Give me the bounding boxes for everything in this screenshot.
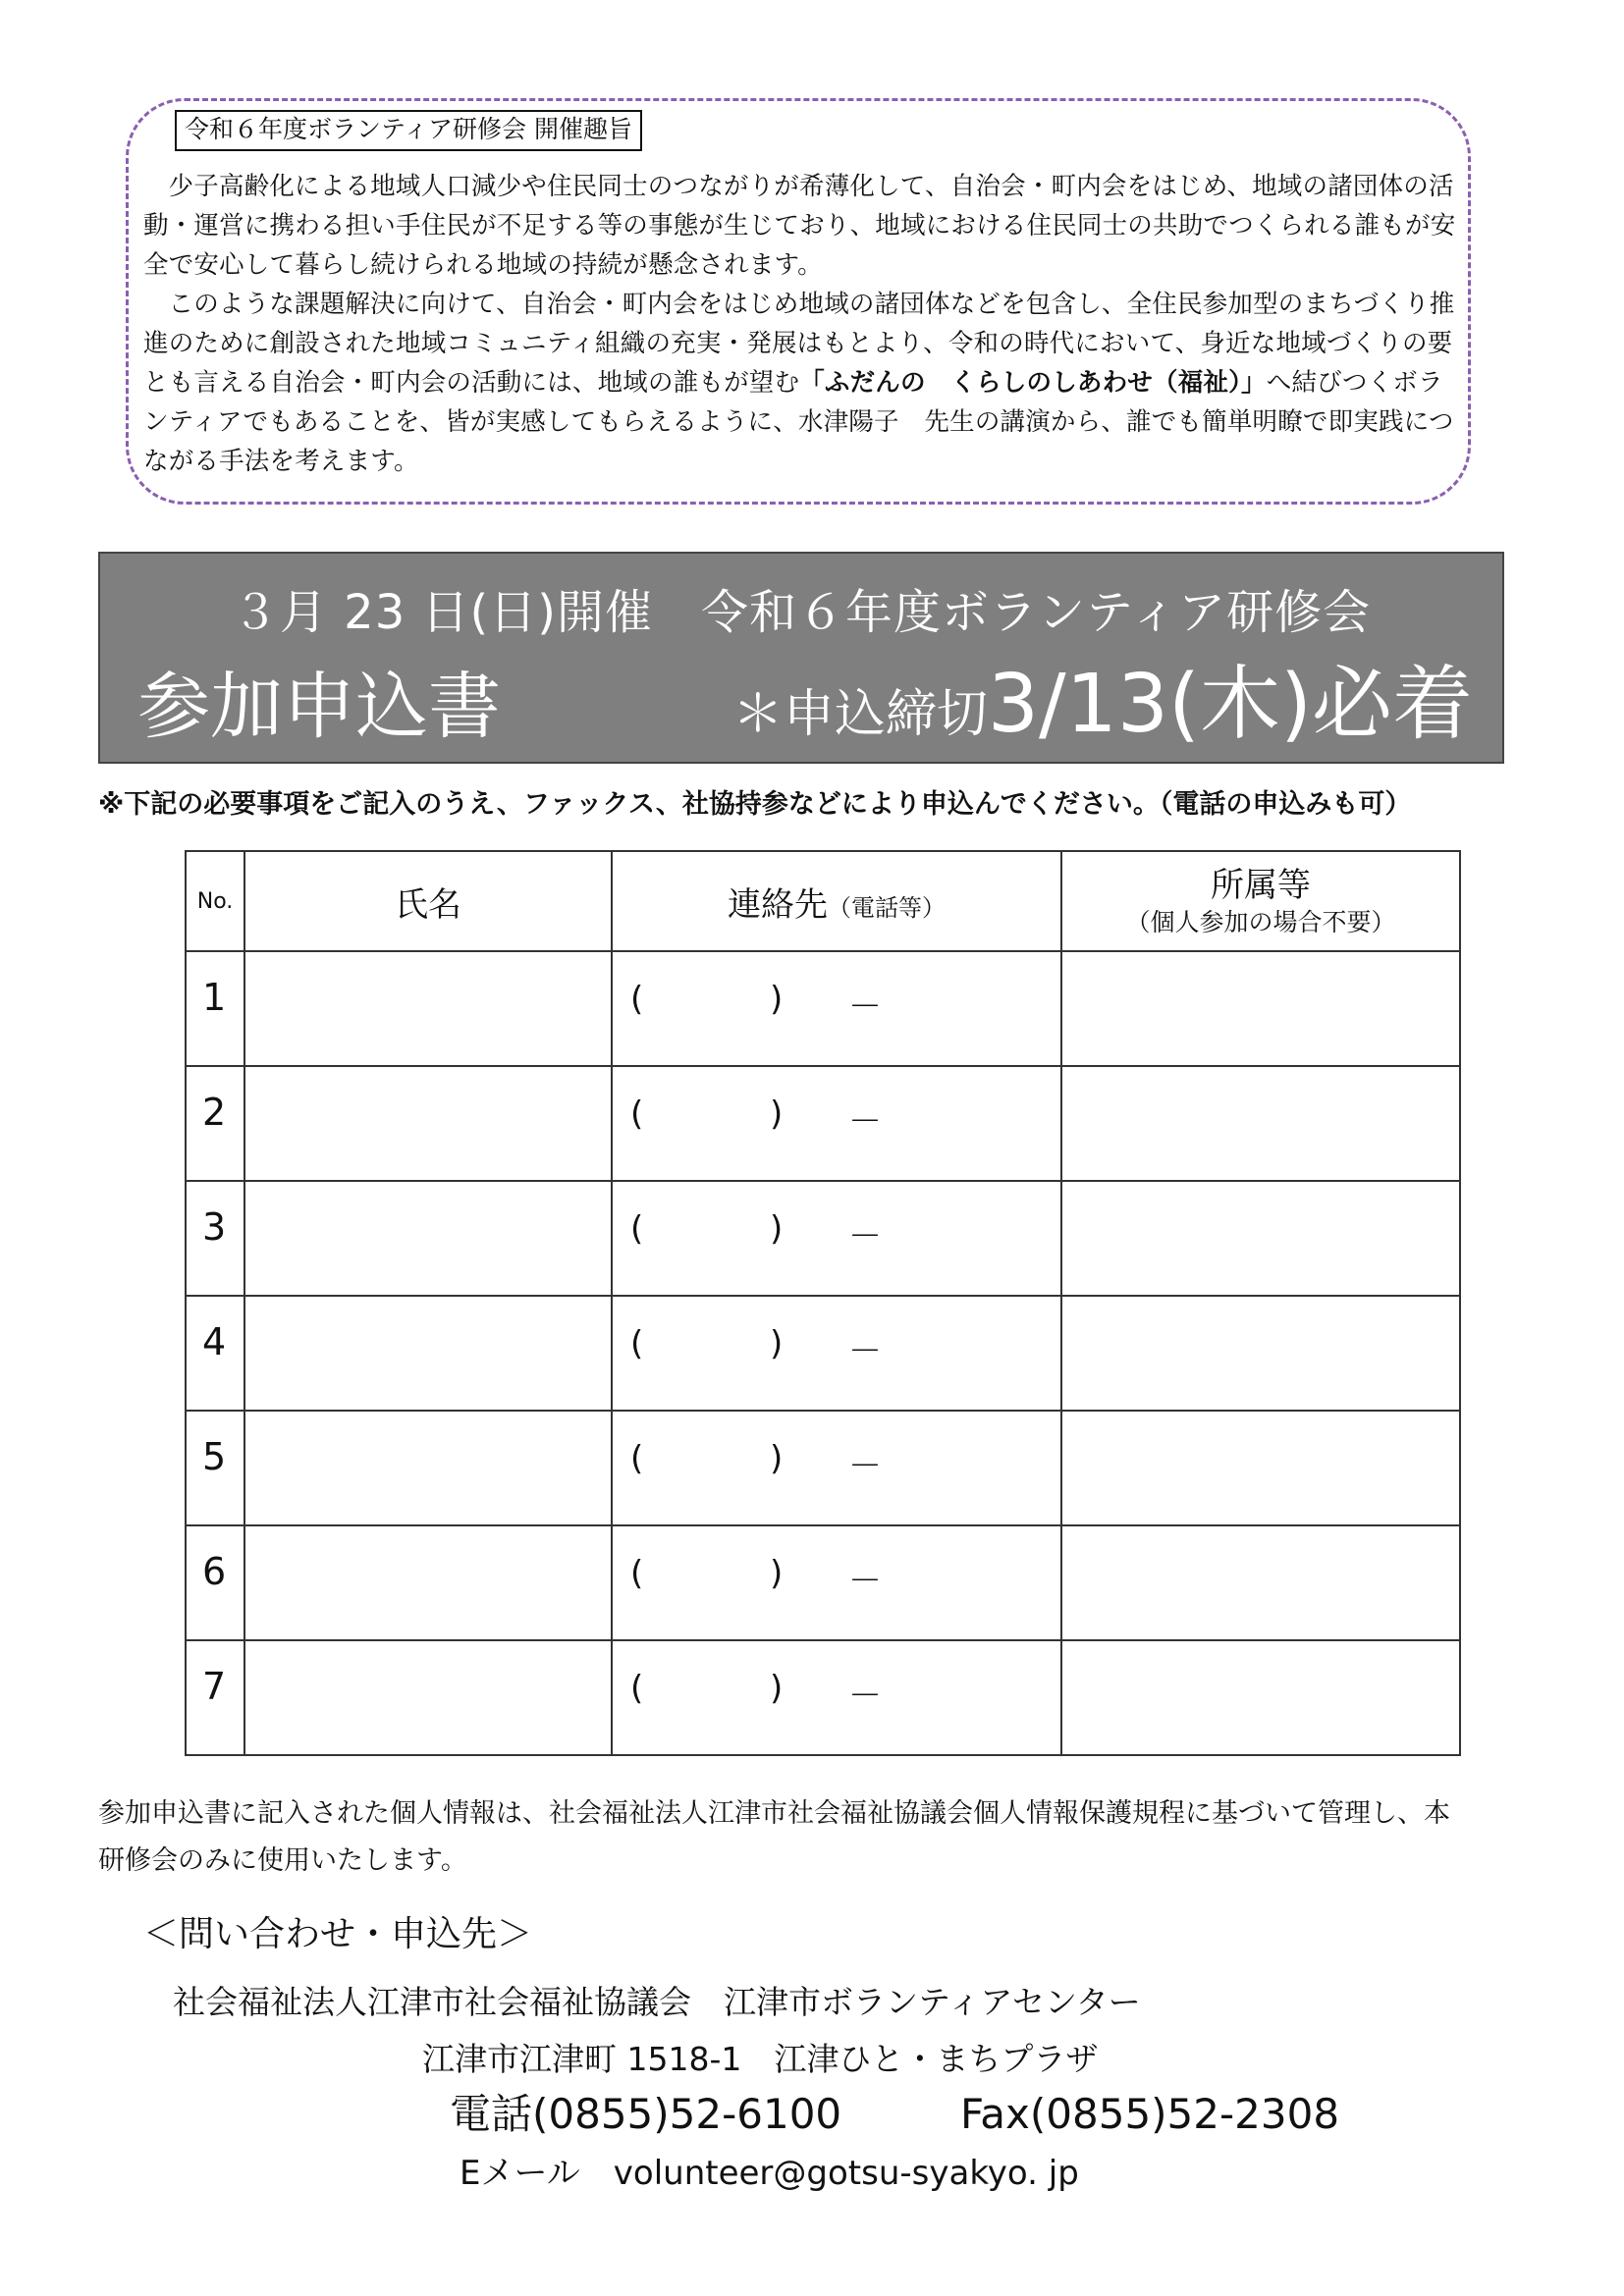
phone-paren-open: ( xyxy=(630,1439,644,1478)
phone-format xyxy=(613,952,1060,1065)
contact-email: Eメール volunteer@gotsu-syakyo. jp xyxy=(460,2154,1079,2193)
contact-phone: 電話(0855)52-6100 xyxy=(450,2090,842,2138)
contact-address: 江津市江津町 1518-1 江津ひと・まちプラザ xyxy=(422,2040,1099,2078)
table-row xyxy=(186,951,1460,1066)
row-number-label: 1 xyxy=(202,976,227,1019)
row-number xyxy=(186,951,244,1066)
header-contact-label: 連絡先 xyxy=(728,884,828,925)
name-field[interactable] xyxy=(244,951,612,1066)
phone-paren-open: ( xyxy=(630,1324,644,1363)
contact-field[interactable] xyxy=(612,1411,1061,1525)
name-field[interactable] xyxy=(244,1640,612,1755)
phone-paren-open: ( xyxy=(630,1095,644,1134)
purpose-paragraph-2-text: このような課題解決に向けて、自治会・町内会をはじめ地域の諸団体などを包含し、全住民参加型のまちづくり推進のために創設された地域コミュニティ組織の充実・発展はもとより、令和の時代において、身近な地域づくりの要とも言える自治会・町内会の活動には、地域の誰もが望む xyxy=(143,290,1455,398)
phone-paren-close: ) xyxy=(770,1439,784,1478)
contact-heading: ＜問い合わせ・申込先＞ xyxy=(143,1914,533,1954)
phone-dash: － xyxy=(848,1332,882,1371)
name-field[interactable] xyxy=(244,1181,612,1296)
form-title: 参加申込書 xyxy=(137,665,501,749)
header-affiliation xyxy=(1061,851,1460,951)
purpose-paragraph-2-text-end: へ結びつくボランティアでもあることを、皆が実感してもらえるように、水津陽子 先生の講演から、誰でも簡単明瞭で即実践につながる手法を考えます。 xyxy=(143,368,1454,476)
event-date-heading: ３月 23 日(日)開催 令和６年度ボランティア研修会 xyxy=(231,585,1372,640)
contact-field[interactable] xyxy=(612,1066,1061,1181)
phone-dash: － xyxy=(848,988,882,1027)
row-number xyxy=(186,1066,244,1181)
privacy-statement: 参加申込書に記入された個人情報は、社会福祉法人江津市社会福祉協議会個人情報保護規程に基づいて管理し、本研修会のみに使用いたします。 xyxy=(98,1798,1450,1876)
application-form-table xyxy=(185,850,1461,1756)
phone-format xyxy=(613,1641,1060,1754)
application-banner xyxy=(98,552,1504,764)
table-row xyxy=(186,1296,1460,1411)
row-number-label: 7 xyxy=(202,1665,227,1708)
row-number xyxy=(186,1296,244,1411)
header-name: 氏名 xyxy=(244,851,612,951)
phone-paren-close: ) xyxy=(770,1554,784,1593)
contact-field[interactable] xyxy=(612,1525,1061,1640)
name-field[interactable] xyxy=(244,1411,612,1525)
phone-paren-close: ) xyxy=(770,1209,784,1249)
contact-field[interactable] xyxy=(612,1181,1061,1296)
row-number-label: 6 xyxy=(202,1550,227,1593)
banner-line2 xyxy=(130,658,1483,751)
table-row xyxy=(186,1181,1460,1296)
phone-paren-close: ) xyxy=(770,980,784,1019)
table-row xyxy=(186,1525,1460,1640)
contact-field[interactable] xyxy=(612,951,1061,1066)
name-field[interactable] xyxy=(244,1066,612,1181)
affiliation-field[interactable] xyxy=(1061,1525,1460,1640)
table-row xyxy=(186,1640,1460,1755)
header-contact-note: （電話等） xyxy=(828,893,946,922)
name-field[interactable] xyxy=(244,1296,612,1411)
phone-dash: － xyxy=(848,1677,882,1716)
phone-dash: － xyxy=(848,1102,882,1142)
row-number-label: 4 xyxy=(202,1320,227,1363)
row-number xyxy=(186,1640,244,1755)
affiliation-field[interactable] xyxy=(1061,1411,1460,1525)
contact-organization: 社会福祉法人江津市社会福祉協議会 江津市ボランティアセンター xyxy=(173,1983,1141,2021)
submission-notice: ※下記の必要事項をご記入のうえ、ファックス、社協持参などにより申込んでください。（電話の申込みも可） xyxy=(98,789,1412,820)
phone-format xyxy=(613,1067,1060,1180)
row-number-label: 2 xyxy=(202,1091,227,1134)
header-no: No. xyxy=(186,851,244,951)
deadline xyxy=(731,658,1473,751)
header-contact xyxy=(612,851,1061,951)
phone-paren-open: ( xyxy=(630,1554,644,1593)
phone-paren-open: ( xyxy=(630,1669,644,1708)
contact-fax: Fax(0855)52-2308 xyxy=(960,2090,1340,2138)
phone-paren-close: ) xyxy=(770,1095,784,1134)
affiliation-field[interactable] xyxy=(1061,951,1460,1066)
phone-dash: － xyxy=(848,1447,882,1486)
purpose-paragraph-1: 少子高齢化による地域人口減少や住民同士のつながりが希薄化して、自治会・町内会をはじめ、地域の諸団体の活動・運営に携わる担い手住民が不足する等の事態が生じており、地域における住民同士の共助でつくられる誰もが安全で安心して暮らし続けられる地域の持続が懸念されます。 xyxy=(143,172,1456,280)
phone-paren-close: ) xyxy=(770,1669,784,1708)
contact-field[interactable] xyxy=(612,1640,1061,1755)
affiliation-field[interactable] xyxy=(1061,1181,1460,1296)
table-row xyxy=(186,1411,1460,1525)
phone-dash: － xyxy=(848,1562,882,1601)
purpose-title: 令和６年度ボランティア研修会 開催趣旨 xyxy=(175,110,642,151)
table-header-row xyxy=(186,851,1460,951)
purpose-paragraph-2-bold: 「ふだんの くらしのしあわせ（福祉）」 xyxy=(799,368,1267,398)
phone-format xyxy=(613,1526,1060,1639)
phone-dash: － xyxy=(848,1217,882,1256)
phone-format xyxy=(613,1412,1060,1524)
row-number xyxy=(186,1181,244,1296)
name-field[interactable] xyxy=(244,1525,612,1640)
header-affiliation-note: （個人参加の場合不要） xyxy=(1125,908,1396,936)
row-number-label: 5 xyxy=(202,1435,227,1478)
phone-format xyxy=(613,1182,1060,1295)
phone-format xyxy=(613,1297,1060,1410)
contact-field[interactable] xyxy=(612,1296,1061,1411)
phone-paren-open: ( xyxy=(630,980,644,1019)
header-affiliation-label: 所属等 xyxy=(1211,866,1311,905)
phone-paren-open: ( xyxy=(630,1209,644,1249)
row-number-label: 3 xyxy=(202,1205,227,1249)
deadline-date: 3/13(木)必着 xyxy=(987,658,1473,751)
row-number xyxy=(186,1411,244,1525)
phone-paren-close: ) xyxy=(770,1324,784,1363)
row-number xyxy=(186,1525,244,1640)
affiliation-field[interactable] xyxy=(1061,1066,1460,1181)
purpose-body xyxy=(143,167,1459,481)
affiliation-field[interactable] xyxy=(1061,1640,1460,1755)
affiliation-field[interactable] xyxy=(1061,1296,1460,1411)
deadline-label: ＊申込締切 xyxy=(731,685,988,744)
purpose-paragraph-2 xyxy=(143,285,1459,481)
table-row xyxy=(186,1066,1460,1181)
